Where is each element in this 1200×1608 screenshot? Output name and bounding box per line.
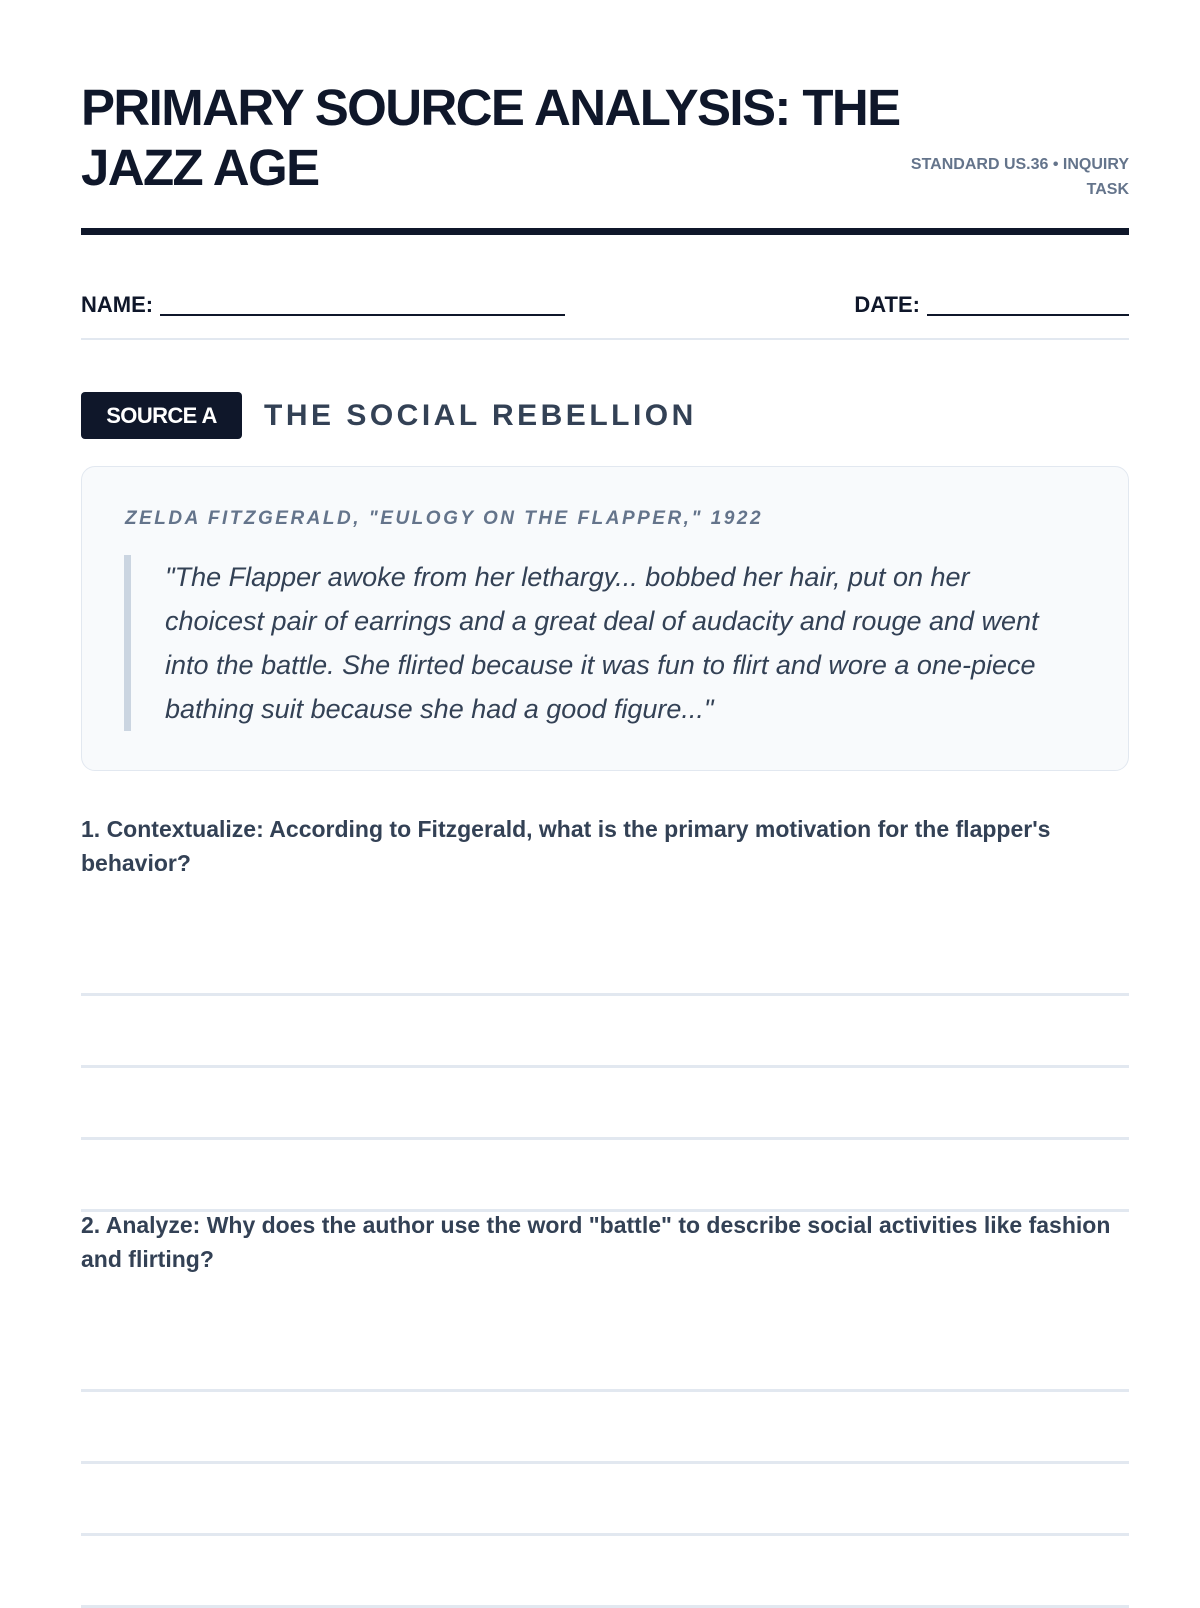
answer-line[interactable] — [81, 1068, 1129, 1140]
question-1-answer-lines[interactable] — [81, 924, 1129, 1212]
answer-line[interactable] — [81, 1464, 1129, 1536]
name-blank[interactable] — [160, 294, 565, 316]
question-1-text: 1. Contextualize: According to Fitzgerald, what is the primary motivation for the flapper's behavior? — [81, 816, 1051, 876]
answer-line[interactable] — [81, 1392, 1129, 1464]
date-blank[interactable] — [927, 294, 1129, 316]
answer-line[interactable] — [81, 1536, 1129, 1608]
question-2 — [81, 1208, 1129, 1608]
question-1 — [81, 812, 1129, 1212]
name-label: NAME: — [81, 292, 154, 317]
question-2-text: 2. Analyze: Why does the author use the word "battle" to describe social activities like fashion and flirting? — [81, 1212, 1111, 1272]
source-title: THE SOCIAL REBELLION — [264, 399, 697, 432]
student-info-row — [81, 282, 1129, 340]
worksheet-header — [81, 78, 1129, 238]
answer-line[interactable] — [81, 1140, 1129, 1212]
worksheet-page — [81, 0, 1129, 1600]
standard-label: STANDARD US.36 • INQUIRY TASK — [910, 156, 1129, 198]
answer-line[interactable] — [81, 996, 1129, 1068]
header-divider — [81, 228, 1129, 235]
date-field — [854, 290, 1129, 320]
source-header — [81, 392, 1129, 440]
source-badge: SOURCE A — [81, 392, 242, 439]
source-citation: ZELDA FITZGERALD, "EULOGY ON THE FLAPPER," 1922 — [125, 508, 764, 529]
date-label: DATE: — [854, 292, 920, 317]
question-2-answer-lines[interactable] — [81, 1320, 1129, 1608]
source-card — [81, 466, 1129, 771]
page-title: PRIMARY SOURCE ANALYSIS: THE JAZZ AGE — [81, 79, 900, 196]
name-field — [81, 290, 565, 320]
answer-line[interactable] — [81, 924, 1129, 996]
source-quote: "The Flapper awoke from her lethargy... bobbed her hair, put on her choicest pair of earrings and a great deal of audacity and rouge and went into the battle. She flirted because it was fun to flirt and wore a one-piece bathing suit because she had a good figure..." — [124, 555, 1065, 731]
answer-line[interactable] — [81, 1320, 1129, 1392]
